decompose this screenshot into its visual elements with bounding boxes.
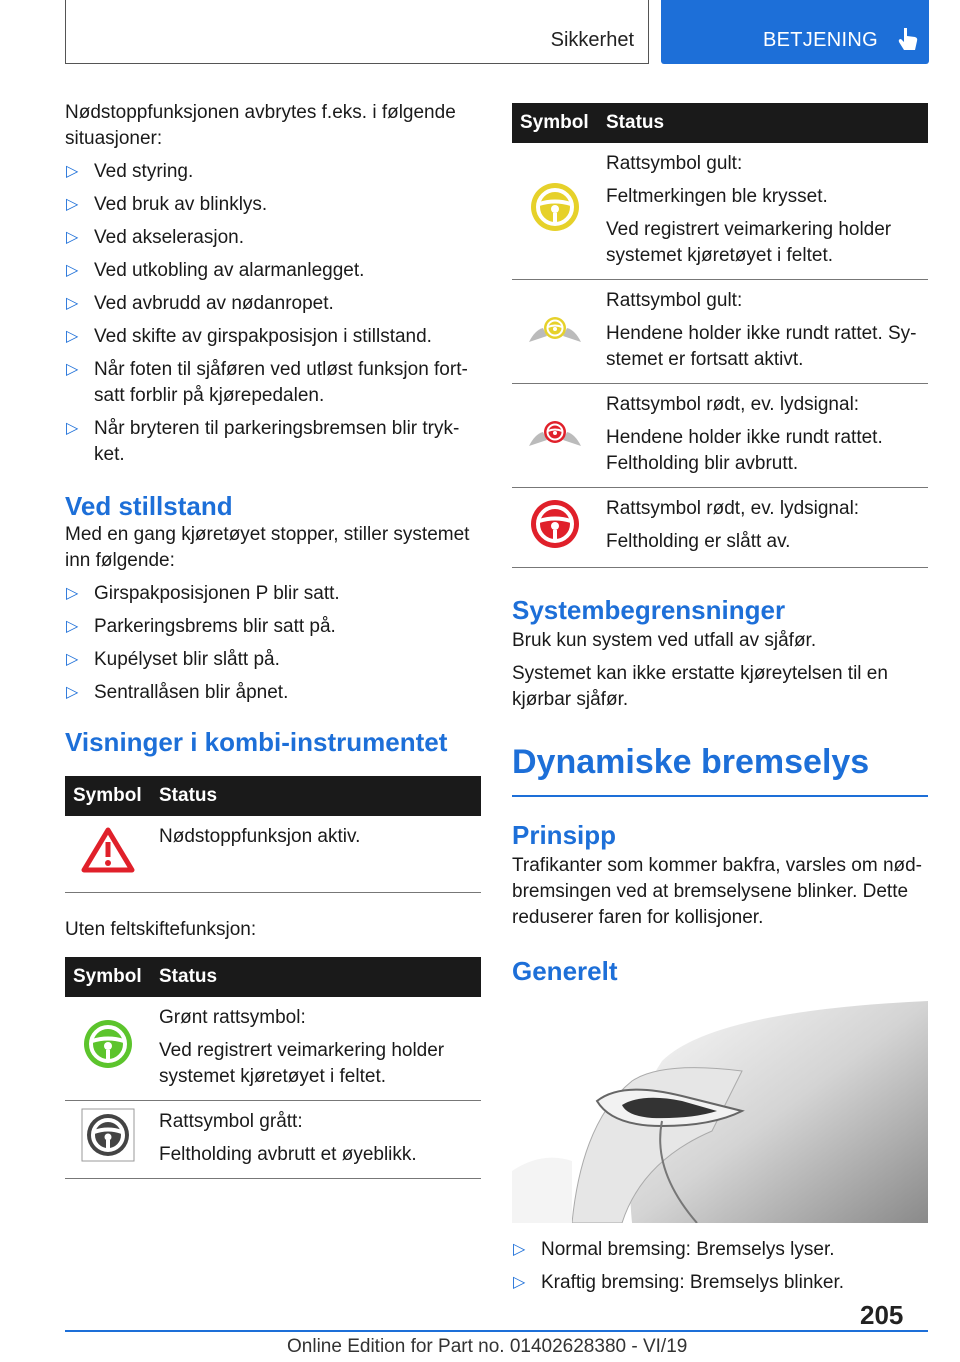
intro-text: Nødstoppfunksjonen avbrytes f.eks. i følgende situasjoner: bbox=[65, 102, 456, 149]
table-header-row bbox=[65, 957, 481, 997]
list-item-text: Ved styring. bbox=[94, 161, 194, 182]
status-cell bbox=[151, 816, 481, 892]
limits-text-2: Systemet kan ikke erstatte kjøreytelsen til en kjørbar sjåfør. bbox=[512, 663, 888, 710]
list-item bbox=[65, 647, 481, 673]
header-chapter-tab bbox=[661, 0, 929, 64]
symbol-table-lane-extended bbox=[512, 103, 928, 568]
edition-text: Online Edition for Part no. 01402628380 - VI/19 bbox=[287, 1336, 688, 1357]
triangle-bullet-icon: ▷ bbox=[66, 651, 79, 668]
hand-pointer-icon bbox=[895, 26, 921, 52]
symbol-cell bbox=[65, 816, 151, 892]
status-line: Feltmerkingen ble krysset. bbox=[606, 186, 828, 207]
status-line: Rattsymbol grått: bbox=[159, 1110, 303, 1132]
principle-heading: Prinsipp bbox=[512, 820, 617, 850]
tail-light-photo bbox=[512, 1001, 928, 1223]
table-row bbox=[512, 488, 928, 568]
status-line: Rattsymbol rødt, ev. lydsignal: bbox=[606, 394, 860, 415]
list-item bbox=[65, 159, 481, 185]
list-item bbox=[65, 324, 481, 350]
warning-triangle-red-icon bbox=[80, 826, 136, 874]
list-item-text: Kupélyset blir slått på. bbox=[94, 649, 280, 670]
triangle-bullet-icon: ▷ bbox=[66, 585, 79, 602]
list-item-text: Normal bremsing: Bremselys lyser. bbox=[541, 1239, 835, 1260]
col-status-header: Status bbox=[598, 103, 928, 143]
status-line: Rattsymbol gult: bbox=[606, 153, 743, 174]
status-cell bbox=[598, 280, 928, 384]
status-cell bbox=[151, 997, 481, 1101]
status-cell bbox=[598, 384, 928, 488]
list-item bbox=[65, 357, 481, 409]
steering-wheel-yellow-icon bbox=[529, 181, 581, 233]
symbol-cell bbox=[512, 488, 598, 568]
steering-wheel-grey-icon bbox=[81, 1108, 135, 1162]
header-section-tab bbox=[65, 0, 649, 64]
steering-wheel-hands-yellow-icon bbox=[527, 310, 583, 346]
triangle-bullet-icon: ▷ bbox=[66, 229, 79, 246]
list-item bbox=[65, 258, 481, 284]
table-header-row bbox=[512, 103, 928, 143]
list-item-text: Kraftig bremsing: Bremselys blinker. bbox=[541, 1272, 845, 1293]
triangle-bullet-icon: ▷ bbox=[66, 328, 79, 345]
heading-rule bbox=[512, 795, 928, 797]
symbol-cell bbox=[512, 384, 598, 488]
triangle-bullet-icon: ▷ bbox=[66, 684, 79, 701]
triangle-bullet-icon: ▷ bbox=[513, 1241, 526, 1258]
col-symbol-header: Symbol bbox=[512, 103, 598, 143]
symbol-cell bbox=[65, 1100, 151, 1178]
triangle-bullet-icon: ▷ bbox=[66, 420, 79, 437]
table-row bbox=[512, 280, 928, 384]
left-column bbox=[65, 100, 481, 1179]
list-item-text: Parkeringsbrems blir satt på. bbox=[94, 616, 336, 637]
status-line: Hendene holder ikke rundt rattet. Feltholding blir avbrutt. bbox=[606, 427, 883, 474]
list-item-text: Sentrallåsen blir åpnet. bbox=[94, 682, 289, 703]
triangle-bullet-icon: ▷ bbox=[513, 1274, 526, 1291]
symbol-cell bbox=[512, 143, 598, 280]
general-heading: Generelt bbox=[512, 956, 618, 986]
brake-lights-heading: Dynamiske bremselys bbox=[512, 743, 870, 781]
limits-text-1: Bruk kun system ved utfall av sjåfør. bbox=[512, 630, 817, 651]
list-item bbox=[512, 1237, 928, 1263]
header-chapter-label: BETJENING bbox=[763, 29, 878, 51]
list-item bbox=[65, 680, 481, 706]
symbol-table-lane-basic bbox=[65, 957, 481, 1179]
brake-list bbox=[512, 1237, 928, 1296]
list-item bbox=[65, 614, 481, 640]
list-item-text: Ved avbrudd av nødanropet. bbox=[94, 293, 334, 314]
triangle-bullet-icon: ▷ bbox=[66, 618, 79, 635]
symbol-cell bbox=[65, 997, 151, 1101]
car-tail-light-image bbox=[512, 1001, 928, 1223]
list-item-text: Ved utkobling av alarmanlegget. bbox=[94, 260, 365, 281]
list-item-text: Ved akselerasjon. bbox=[94, 227, 244, 248]
principle-text: Trafikanter som kommer bakfra, varsles om nød-bremsingen ved at bremselysene blinker. Dette reduserer faren for kollisjoner. bbox=[512, 855, 923, 928]
table-row bbox=[512, 384, 928, 488]
table-row bbox=[512, 143, 928, 280]
status-cell bbox=[151, 1100, 481, 1178]
display-heading: Visninger i kombi-instrumentet bbox=[65, 727, 448, 757]
list-item-text: Ved skifte av girspakposisjon i stillstand. bbox=[94, 326, 432, 347]
list-item-text: Når foten til sjåføren ved utløst funksjon fort-satt forblir på kjørepedalen. bbox=[94, 359, 468, 406]
table-row bbox=[65, 816, 481, 892]
col-symbol-header: Symbol bbox=[65, 776, 151, 816]
triangle-bullet-icon: ▷ bbox=[66, 361, 79, 378]
triangle-bullet-icon: ▷ bbox=[66, 295, 79, 312]
list-item-text: Ved bruk av blinklys. bbox=[94, 194, 268, 215]
status-cell bbox=[598, 488, 928, 568]
col-status-header: Status bbox=[151, 776, 481, 816]
table-row bbox=[65, 1100, 481, 1178]
status-cell bbox=[598, 143, 928, 280]
steering-wheel-green-icon bbox=[82, 1018, 134, 1070]
page-number: 205 bbox=[860, 1300, 904, 1330]
status-line: Feltholding er slått av. bbox=[606, 531, 791, 552]
status-line: Rattsymbol rødt, ev. lydsignal: bbox=[606, 498, 860, 519]
list-item-text: Når bryteren til parkeringsbremsen blir tryk-ket. bbox=[94, 418, 460, 465]
standstill-list bbox=[65, 581, 481, 706]
symbol-cell bbox=[512, 280, 598, 384]
status-line: Hendene holder ikke rundt rattet. Sy-stemet er fortsatt aktivt. bbox=[606, 323, 917, 370]
symbol-table-emergency bbox=[65, 776, 481, 893]
steering-wheel-hands-red-icon bbox=[527, 414, 583, 450]
col-status-header: Status bbox=[151, 957, 481, 997]
triangle-bullet-icon: ▷ bbox=[66, 196, 79, 213]
standstill-heading: Ved stillstand bbox=[65, 491, 233, 521]
no-lane-change-label: Uten feltskiftefunksjon: bbox=[65, 918, 257, 940]
triangle-bullet-icon: ▷ bbox=[66, 163, 79, 180]
list-item bbox=[65, 192, 481, 218]
triangle-bullet-icon: ▷ bbox=[66, 262, 79, 279]
table-row bbox=[65, 997, 481, 1101]
standstill-intro: Med en gang kjøretøyet stopper, stiller systemet inn følgende: bbox=[65, 524, 470, 571]
status-line: Ved registrert veimarkering holder systemet kjøretøyet i feltet. bbox=[159, 1039, 445, 1087]
status-line: Grønt rattsymbol: bbox=[159, 1006, 306, 1028]
status-line: Feltholding avbrutt et øyeblikk. bbox=[159, 1143, 417, 1165]
limits-heading: Systembegrensninger bbox=[512, 595, 786, 625]
status-line: Nødstoppfunksjon aktiv. bbox=[159, 826, 361, 847]
table-header-row bbox=[65, 776, 481, 816]
list-item bbox=[65, 225, 481, 251]
list-item bbox=[65, 581, 481, 607]
col-symbol-header: Symbol bbox=[65, 957, 151, 997]
list-item bbox=[65, 416, 481, 468]
right-column bbox=[512, 103, 928, 1303]
steering-wheel-red-icon bbox=[529, 498, 581, 550]
list-item-text: Girspakposisjonen P blir satt. bbox=[94, 583, 340, 604]
status-line: Rattsymbol gult: bbox=[606, 290, 743, 311]
footer-rule bbox=[65, 1330, 928, 1332]
cancel-list bbox=[65, 159, 481, 468]
list-item bbox=[512, 1270, 928, 1296]
header-section-label: Sikkerhet bbox=[550, 29, 634, 51]
status-line: Ved registrert veimarkering holder systemet kjøretøyet i feltet. bbox=[606, 219, 892, 266]
list-item bbox=[65, 291, 481, 317]
